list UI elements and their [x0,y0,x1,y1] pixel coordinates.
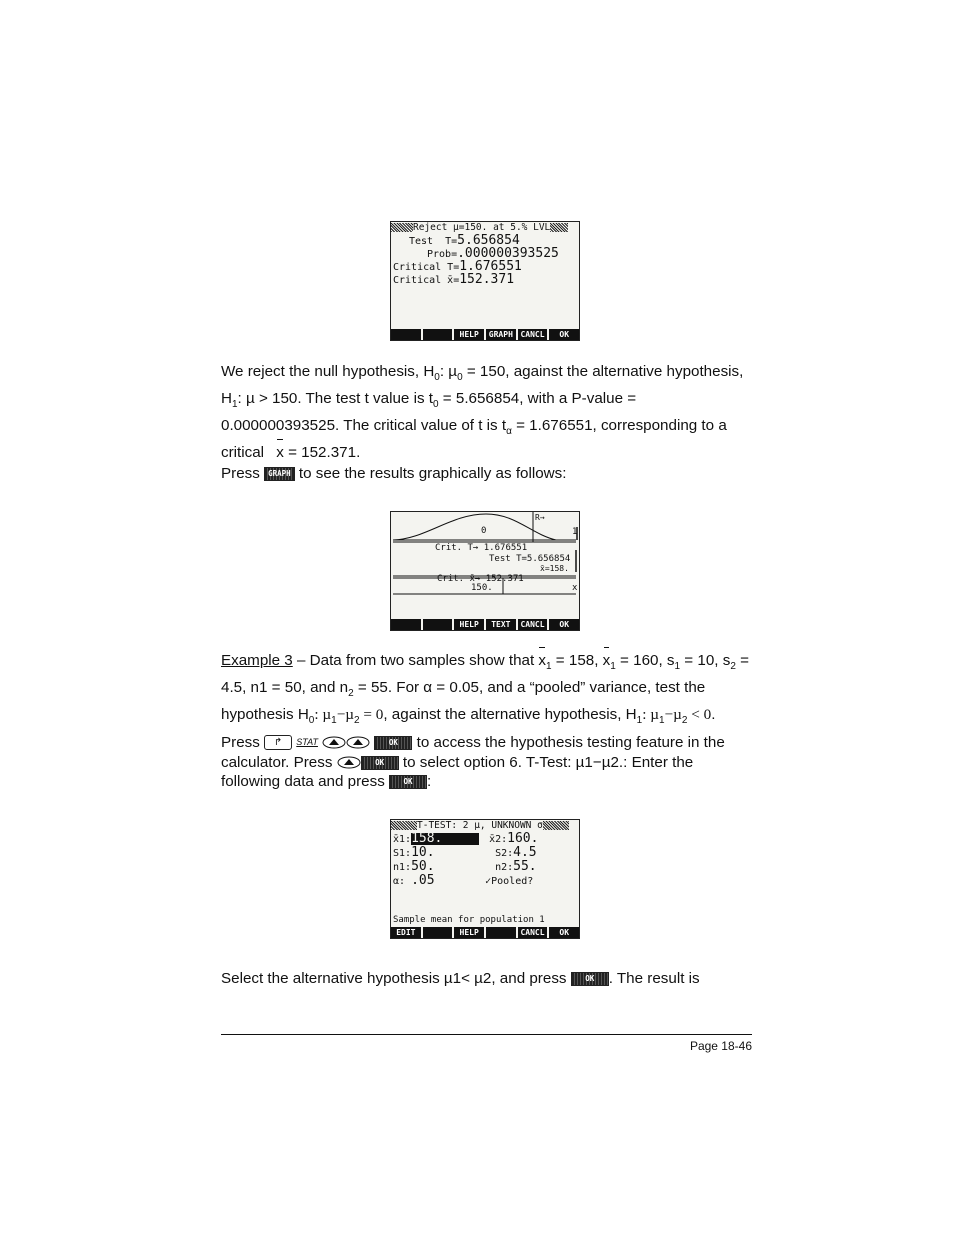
hatch-pattern-icon [391,821,417,830]
result-row-critical-t: Critical T=1.676551 [393,259,522,274]
graph-label-test-t: Test T=5.656854 [489,554,571,564]
n1-field[interactable]: 50. [411,859,435,874]
softkey-cancel[interactable]: CANCL [518,329,548,340]
footer-rule [221,1034,752,1035]
graph-label-critical-t: Crit. T→ 1.676551 [435,543,528,553]
hatch-pattern-icon [391,223,413,232]
softkey-bar [391,329,579,340]
right-shift-key-icon: ↱ [264,735,292,750]
pooled-checkbox[interactable]: ✓ [485,876,492,887]
softkey-1[interactable] [391,619,421,630]
softkey-4[interactable] [486,927,516,938]
up-arrow-key-icon [346,736,370,749]
form-row-alpha: α: .05 ✓Pooled? [393,873,534,888]
stat-key-label: STAT [296,737,318,748]
form-help-text: Sample mean for population 1 [393,915,545,925]
up-arrow-key-icon [337,756,361,769]
calculator-screen-results [390,221,580,341]
graph-label-rejection-arrow: R→ [535,513,545,522]
softkey-bar [391,619,579,630]
result-row-test: Test T=5.656854 [409,233,520,248]
paragraph-press-graph: Press GRAPH to see the results graphically as follows: [221,465,567,482]
hatch-pattern-icon [543,821,569,830]
softkey-edit[interactable]: EDIT [391,927,421,938]
graph-label-xbar: x̄=158. [540,564,569,573]
paragraph-null-hypothesis-result: We reject the null hypothesis, $H_0$: µ$_0$ = 150, against the alternative hypothesis, $H_1$: µ > 150. The test t value is $t_0 = 5.656854$, with a P-value = 0.000000393525. The critical value of t is $t_\alpha = 1.676551$, corresponding to a critical x = 152.371. [221,363,744,462]
softkey-bar [391,927,579,938]
up-arrow-key-icon [322,736,346,749]
softkey-ok[interactable]: OK [549,619,579,630]
softkey-ok[interactable]: OK [549,927,579,938]
graph-label-zero: 0 [481,526,487,536]
softkey-help[interactable]: HELP [454,329,484,340]
result-row-prob: Prob=.000000393525 [427,246,559,261]
s1-field[interactable]: 10. [411,845,435,860]
example-heading: Example 3 [221,652,293,669]
paragraph-select-alternative: Select the alternative hypothesis µ1< µ2, and press OK . The result is [221,970,700,987]
form-row-stdevs: S1:10. S2:4.5 [393,845,537,860]
form-row-sizes: n1:50. n2:55. [393,859,537,874]
n2-field[interactable]: 55. [513,859,537,874]
ok-key-icon: OK [389,775,427,789]
paragraph-example-3: Example 3 – Data from two samples show that $x_1 = 158$, $x_1 = 160$, $s_1 = 10$, $s_2 = 4.5$, n1 = 50, and $n_2 = 55$. For α = 0.05, and a “pooled” variance, test the hypothesis $H_0$: µ$_1$−µ$_2$ = 0, against the alternative hypothesis, $H_1$: µ$_1$−µ$_2$ < 0. [221,652,749,727]
form-row-means: x̄1:158. x̄2:160. [393,831,539,846]
s2-field[interactable]: 4.5 [513,845,537,860]
softkey-text[interactable]: TEXT [486,619,516,630]
screen-title: T-TEST: 2 µ, UNKNOWN σ [417,820,543,831]
paragraph-keystrokes: Press ↱ STAT OK to access the hypothesis testing feature in the calculator. Press OK to select option 6. T-Test: µ1−µ2.: Enter the following data and press OK : [221,734,725,791]
result-row-critical-x: Critical x̄=152.371 [393,272,515,287]
ok-key-icon: OK [571,972,609,986]
softkey-cancel[interactable]: CANCL [518,927,548,938]
ok-key-icon: OK [374,736,412,750]
alpha-field[interactable]: .05 [411,873,435,888]
softkey-1[interactable] [391,329,421,340]
softkey-2[interactable] [423,329,453,340]
softkey-cancel[interactable]: CANCL [518,619,548,630]
softkey-2[interactable] [423,927,453,938]
softkey-graph[interactable]: GRAPH [486,329,516,340]
softkey-ok[interactable]: OK [549,329,579,340]
calculator-screen-graph [390,511,580,631]
softkey-help[interactable]: HELP [454,619,484,630]
graph-label-one: 1 [572,527,578,537]
xbar1-field[interactable]: 158. [411,833,479,845]
calculator-screen-t-test-form [390,819,580,939]
softkey-2[interactable] [423,619,453,630]
graph-label-mu: 150. [471,583,493,593]
softkey-help[interactable]: HELP [454,927,484,938]
graph-label-critical-x: Crit. x̄→ 152.371 [437,574,524,584]
graph-key-icon: GRAPH [264,467,295,481]
hatch-pattern-icon [550,223,568,232]
graph-label-x: x [572,583,578,593]
page-number: Page 18-46 [689,1039,752,1053]
screen-title: Reject µ=150. at 5.% LVL [413,222,551,233]
ok-key-icon: OK [361,756,399,770]
xbar2-field[interactable]: 160. [507,831,539,846]
